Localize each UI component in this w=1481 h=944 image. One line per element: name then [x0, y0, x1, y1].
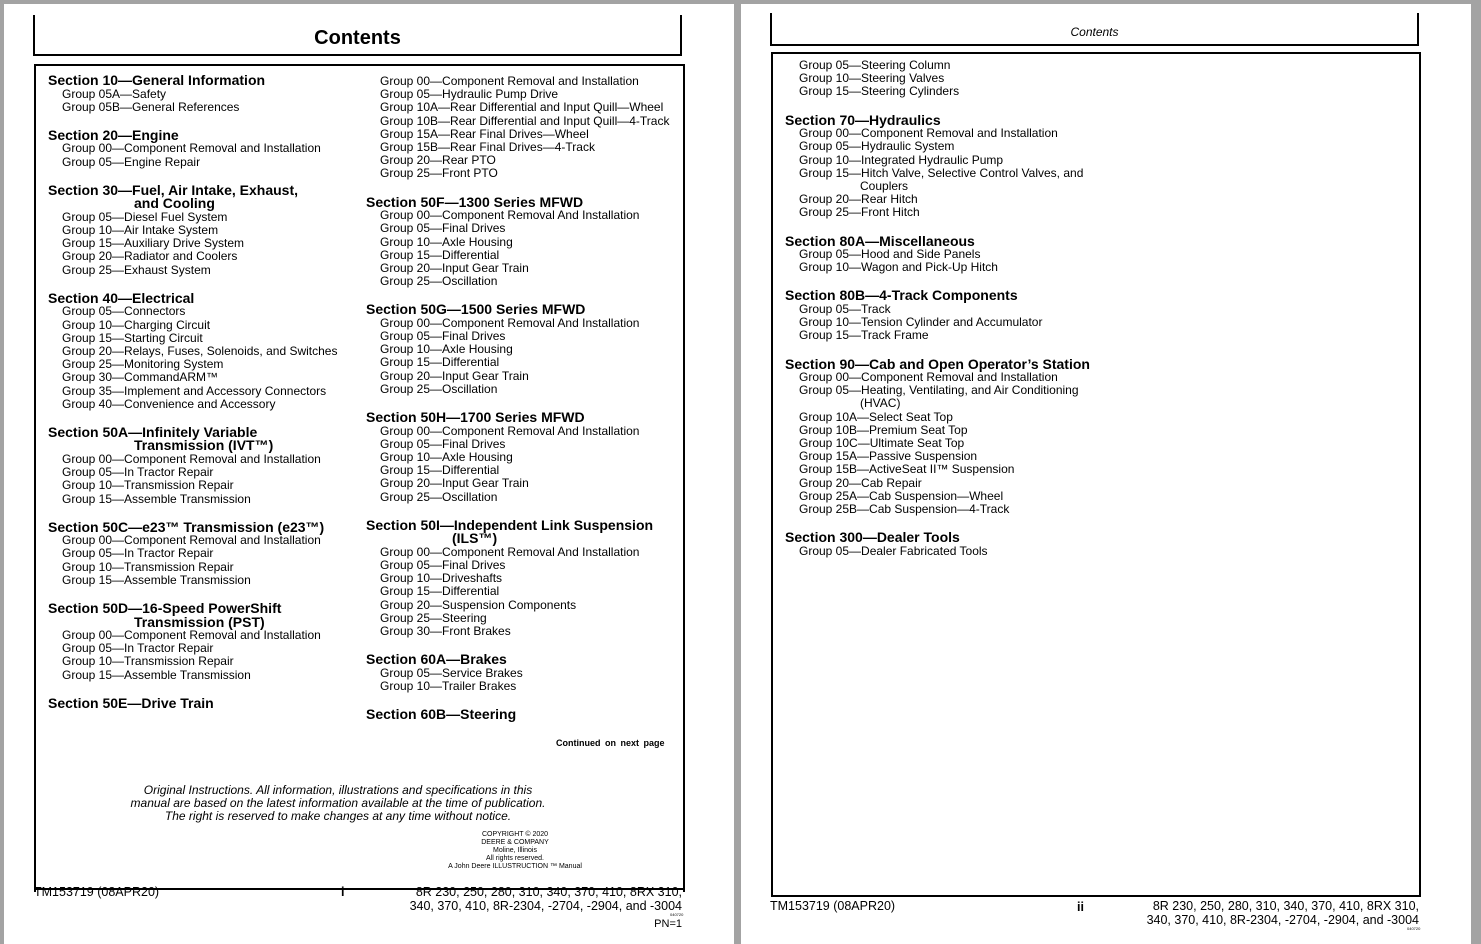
contents-column-1	[48, 74, 368, 710]
contents-section	[48, 602, 368, 682]
section-heading[interactable]: Section 60B—Steering	[366, 706, 517, 723]
group-entry[interactable]: Group 35—Implement and Accessory Connectors	[62, 383, 327, 398]
footer-code: 040720	[670, 912, 684, 917]
page-1	[4, 4, 734, 944]
contents-section	[366, 193, 696, 289]
contents-section	[785, 531, 1125, 558]
group-entry[interactable]: Group 20—Radiator and Coolers	[62, 249, 238, 264]
group-entry[interactable]: Group 10—Charging Circuit	[62, 317, 211, 332]
group-entry[interactable]: Group 25—Monitoring System	[62, 357, 224, 372]
footer-doc-id: TM153719 (08APR20)	[770, 899, 896, 913]
section-heading[interactable]: Section 300—Dealer Tools	[785, 529, 960, 546]
footer-page-number: ii	[1077, 900, 1084, 914]
group-entry[interactable]: Group 05—Track	[799, 301, 891, 316]
group-entry[interactable]: Group 15—Steering Cylinders	[799, 84, 960, 99]
group-entry[interactable]: Group 15—Assemble Transmission	[62, 572, 251, 587]
footer-models: 8R 230, 250, 280, 310, 340, 370, 410, 8RX 310, 340, 370, 410, 8R-2304, -2704, -2904, and -3004	[1146, 899, 1419, 927]
group-entry[interactable]: Group 15—Differential	[380, 247, 500, 262]
group-entry[interactable]: Group 05B—General References	[62, 99, 240, 114]
group-entry[interactable]: Group 15—Hitch Valve, Selective Control Valves, and Couplers	[799, 165, 1084, 193]
group-entry[interactable]: Group 10—Transmission Repair	[62, 654, 234, 669]
section-heading[interactable]: Section 50I—Independent Link Suspension (ILS™)	[366, 516, 654, 547]
group-entry[interactable]: Group 05—Hydraulic System	[799, 139, 955, 154]
group-entry[interactable]: Group 25—Front PTO	[380, 166, 498, 181]
group-entry[interactable]: Group 10—Air Intake System	[62, 223, 219, 238]
group-entry[interactable]: Group 10—Trailer Brakes	[380, 678, 517, 693]
contents-section	[785, 355, 1125, 517]
group-entry[interactable]: Group 10A—Select Seat Top	[799, 409, 953, 424]
group-entry[interactable]: Group 05—Hydraulic Pump Drive	[380, 87, 559, 102]
contents-section	[48, 126, 368, 169]
contents-section	[785, 111, 1125, 220]
section-heading[interactable]: Section 50D—16-Speed PowerShift Transmission (PST)	[48, 600, 282, 630]
contents-section	[785, 289, 1125, 342]
contents-section	[48, 181, 368, 277]
section-heading[interactable]: Section 70—Hydraulics	[785, 111, 941, 128]
footer-code: 040720	[1407, 926, 1421, 931]
group-entry[interactable]: Group 05—In Tractor Repair	[62, 465, 214, 480]
section-heading[interactable]: Section 80B—4-Track Components	[785, 287, 1018, 304]
group-entry[interactable]: Group 10—Transmission Repair	[62, 478, 234, 493]
group-entry[interactable]: Group 10C—Ultimate Seat Top	[799, 436, 965, 451]
section-heading[interactable]: Section 80A—Miscellaneous	[785, 232, 975, 249]
group-entry[interactable]: Group 10—Transmission Repair	[62, 559, 234, 574]
group-entry[interactable]: Group 00—Component Removal and Installation	[62, 141, 321, 156]
contents-section	[48, 694, 368, 711]
contents-section	[366, 303, 696, 396]
section-heading[interactable]: Section 40—Electrical	[48, 289, 195, 306]
group-entry[interactable]: Group 00—Component Removal and Installation	[799, 126, 1058, 141]
group-entry[interactable]: Group 15A—Passive Suspension	[799, 449, 978, 464]
group-entry[interactable]: Group 40—Convenience and Accessory	[62, 396, 276, 411]
group-entry[interactable]: Group 20—Rear PTO	[380, 153, 496, 168]
title-box-bottom-border	[33, 54, 682, 56]
group-entry[interactable]: Group 10—Integrated Hydraulic Pump	[799, 152, 1004, 167]
group-entry[interactable]: Group 15—Differential	[380, 355, 500, 370]
group-entry[interactable]: Group 05—In Tractor Repair	[62, 641, 214, 656]
group-entry[interactable]: Group 05—Service Brakes	[380, 665, 523, 680]
group-entry[interactable]: Group 10—Driveshafts	[380, 571, 503, 586]
group-entry[interactable]: Group 15—Differential	[380, 463, 500, 478]
group-entry[interactable]: Group 15—Assemble Transmission	[62, 667, 251, 682]
group-entry[interactable]: Group 05—Final Drives	[380, 221, 506, 236]
group-entry[interactable]: Group 05—Hood and Side Panels	[799, 247, 981, 262]
section-heading[interactable]: Section 50G—1500 Series MFWD	[366, 301, 586, 318]
group-entry[interactable]: Group 00—Component Removal And Installation	[380, 208, 640, 223]
contents-section	[48, 423, 368, 506]
group-entry[interactable]: Group 05—In Tractor Repair	[62, 546, 214, 561]
group-entry[interactable]: Group 05—Heating, Ventilating, and Air Conditioning (HVAC)	[799, 383, 1079, 411]
group-entry[interactable]: Group 15—Starting Circuit	[62, 330, 203, 345]
group-entry[interactable]: Group 30—CommandARM™	[62, 370, 219, 385]
section-heading[interactable]: Section 10—General Information	[48, 72, 266, 88]
group-entry[interactable]: Group 15B—Rear Final Drives—4-Track	[380, 140, 595, 155]
group-entry[interactable]: Group 15B—ActiveSeat II™ Suspension	[799, 462, 1015, 477]
footer-doc-id: TM153719 (08APR20)	[34, 885, 160, 899]
page-header: Contents	[1070, 25, 1119, 39]
section-heading[interactable]: Section 50F—1300 Series MFWD	[366, 193, 584, 210]
page-number-indicator: PN=1	[654, 918, 682, 930]
footer-page-number: i	[341, 885, 345, 899]
group-entry[interactable]: Group 10—Axle Housing	[380, 342, 513, 357]
section-heading[interactable]: Section 50E—Drive Train	[48, 694, 214, 711]
group-entry[interactable]: Group 20—Rear Hitch	[799, 192, 918, 207]
group-entry[interactable]: Group 05—Connectors	[62, 304, 186, 319]
group-entry[interactable]: Group 10B—Premium Seat Top	[799, 422, 968, 437]
group-entry[interactable]: Group 10A—Rear Differential and Input Quill—Wheel	[380, 100, 664, 115]
contents-section	[366, 75, 696, 181]
group-entry[interactable]: Group 20—Suspension Components	[380, 597, 577, 612]
group-entry[interactable]: Group 25—Steering	[380, 610, 487, 625]
group-entry[interactable]: Group 15—Auxiliary Drive System	[62, 236, 245, 251]
group-entry[interactable]: Group 00—Component Removal and Installation	[62, 628, 321, 643]
group-entry[interactable]: Group 05—Final Drives	[380, 329, 506, 344]
contents-column-1	[785, 59, 1125, 558]
section-heading[interactable]: Section 50H—1700 Series MFWD	[366, 409, 585, 426]
group-entry[interactable]: Group 20—Input Gear Train	[380, 476, 529, 491]
group-entry[interactable]: Group 10B—Rear Differential and Input Quill—4-Track	[380, 113, 670, 128]
footer-models: 8R 230, 250, 280, 310, 340, 370, 410, 8RX 310, 340, 370, 410, 8R-2304, -2704, -2904, and -3004	[409, 885, 682, 913]
section-heading[interactable]: Section 60A—Brakes	[366, 651, 507, 668]
group-entry[interactable]: Group 10—Wagon and Pick-Up Hitch	[799, 260, 998, 275]
contents-section	[366, 411, 696, 504]
group-entry[interactable]: Group 00—Component Removal And Installation	[380, 544, 640, 559]
group-entry[interactable]: Group 20—Relays, Fuses, Solenoids, and Switches	[62, 343, 338, 358]
section-heading[interactable]: Section 30—Fuel, Air Intake, Exhaust, and Cooling	[48, 181, 298, 212]
group-entry[interactable]: Group 20—Cab Repair	[799, 475, 922, 490]
group-entry[interactable]: Group 30—Front Brakes	[380, 624, 511, 638]
contents-section	[366, 516, 696, 638]
group-entry[interactable]: Group 10—Tension Cylinder and Accumulator	[799, 315, 1043, 330]
group-entry[interactable]: Group 05—Engine Repair	[62, 154, 201, 169]
continued-note: Continued on next page	[556, 738, 665, 748]
group-entry[interactable]: Group 20—Input Gear Train	[380, 260, 529, 275]
group-entry[interactable]: Group 25—Exhaust System	[62, 262, 211, 277]
group-entry[interactable]: Group 00—Component Removal and Installation	[380, 74, 639, 88]
group-entry[interactable]: Group 15A—Rear Final Drives—Wheel	[380, 126, 589, 141]
contents-section	[366, 653, 696, 693]
group-entry[interactable]: Group 25A—Cab Suspension—Wheel	[799, 488, 1004, 503]
contents-section	[48, 518, 368, 587]
group-entry[interactable]: Group 05—Diesel Fuel System	[62, 209, 228, 224]
publication-notice: Original Instructions. All information, illustrations and specifications in this manual are based on the latest information available at the time of publication. The right is reserved to make changes at any time without notice.	[130, 783, 546, 823]
group-entry[interactable]: Group 25—Oscillation	[380, 274, 498, 289]
group-entry[interactable]: Group 25—Front Hitch	[799, 205, 920, 220]
section-heading[interactable]: Section 50C—e23™ Transmission (e23™)	[48, 518, 325, 535]
group-entry[interactable]: Group 15—Assemble Transmission	[62, 491, 251, 506]
group-entry[interactable]: Group 00—Component Removal and Installation	[62, 533, 321, 548]
group-entry[interactable]: Group 15—Track Frame	[799, 328, 929, 343]
group-entry[interactable]: Group 05A—Safety	[62, 86, 167, 101]
section-heading[interactable]: Section 20—Engine	[48, 126, 179, 143]
group-entry[interactable]: Group 00—Component Removal And Installation	[380, 423, 640, 438]
group-entry[interactable]: Group 25—Oscillation	[380, 381, 498, 396]
section-heading[interactable]: Section 90—Cab and Open Operator’s Station	[785, 355, 1090, 372]
group-entry[interactable]: Group 05—Final Drives	[380, 557, 506, 572]
group-entry[interactable]: Group 10—Axle Housing	[380, 449, 513, 464]
group-entry[interactable]: Group 00—Component Removal and Installation	[62, 451, 321, 466]
group-entry[interactable]: Group 15—Differential	[380, 584, 500, 599]
group-entry[interactable]: Group 00—Component Removal And Installation	[380, 315, 640, 330]
group-entry[interactable]: Group 05—Dealer Fabricated Tools	[799, 543, 988, 558]
group-entry[interactable]: Group 25—Oscillation	[380, 489, 498, 504]
group-entry[interactable]: Group 00—Component Removal and Installation	[799, 370, 1058, 385]
page-title: Contents	[314, 27, 401, 49]
contents-section	[366, 708, 696, 722]
section-heading[interactable]: Section 50A—Infinitely Variable Transmission (IVT™)	[48, 423, 274, 454]
group-entry[interactable]: Group 25B—Cab Suspension—4-Track	[799, 502, 1010, 517]
group-entry[interactable]: Group 10—Steering Valves	[799, 71, 945, 86]
page-2	[741, 4, 1471, 944]
group-entry[interactable]: Group 20—Input Gear Train	[380, 368, 529, 383]
group-entry[interactable]: Group 05—Steering Column	[799, 58, 951, 72]
contents-section	[785, 59, 1125, 99]
contents-section	[48, 74, 368, 114]
group-entry[interactable]: Group 05—Final Drives	[380, 436, 506, 451]
copyright-notice: COPYRIGHT © 2020 DEERE & COMPANY Moline, Illinois All rights reserved. A John Deere ILLUSTRUCTION ™ Manual	[448, 831, 582, 870]
contents-section	[48, 289, 368, 411]
header-box-bottom-border	[770, 44, 1419, 46]
contents-section	[785, 232, 1125, 275]
group-entry[interactable]: Group 10—Axle Housing	[380, 234, 513, 249]
contents-column-2	[366, 75, 696, 722]
